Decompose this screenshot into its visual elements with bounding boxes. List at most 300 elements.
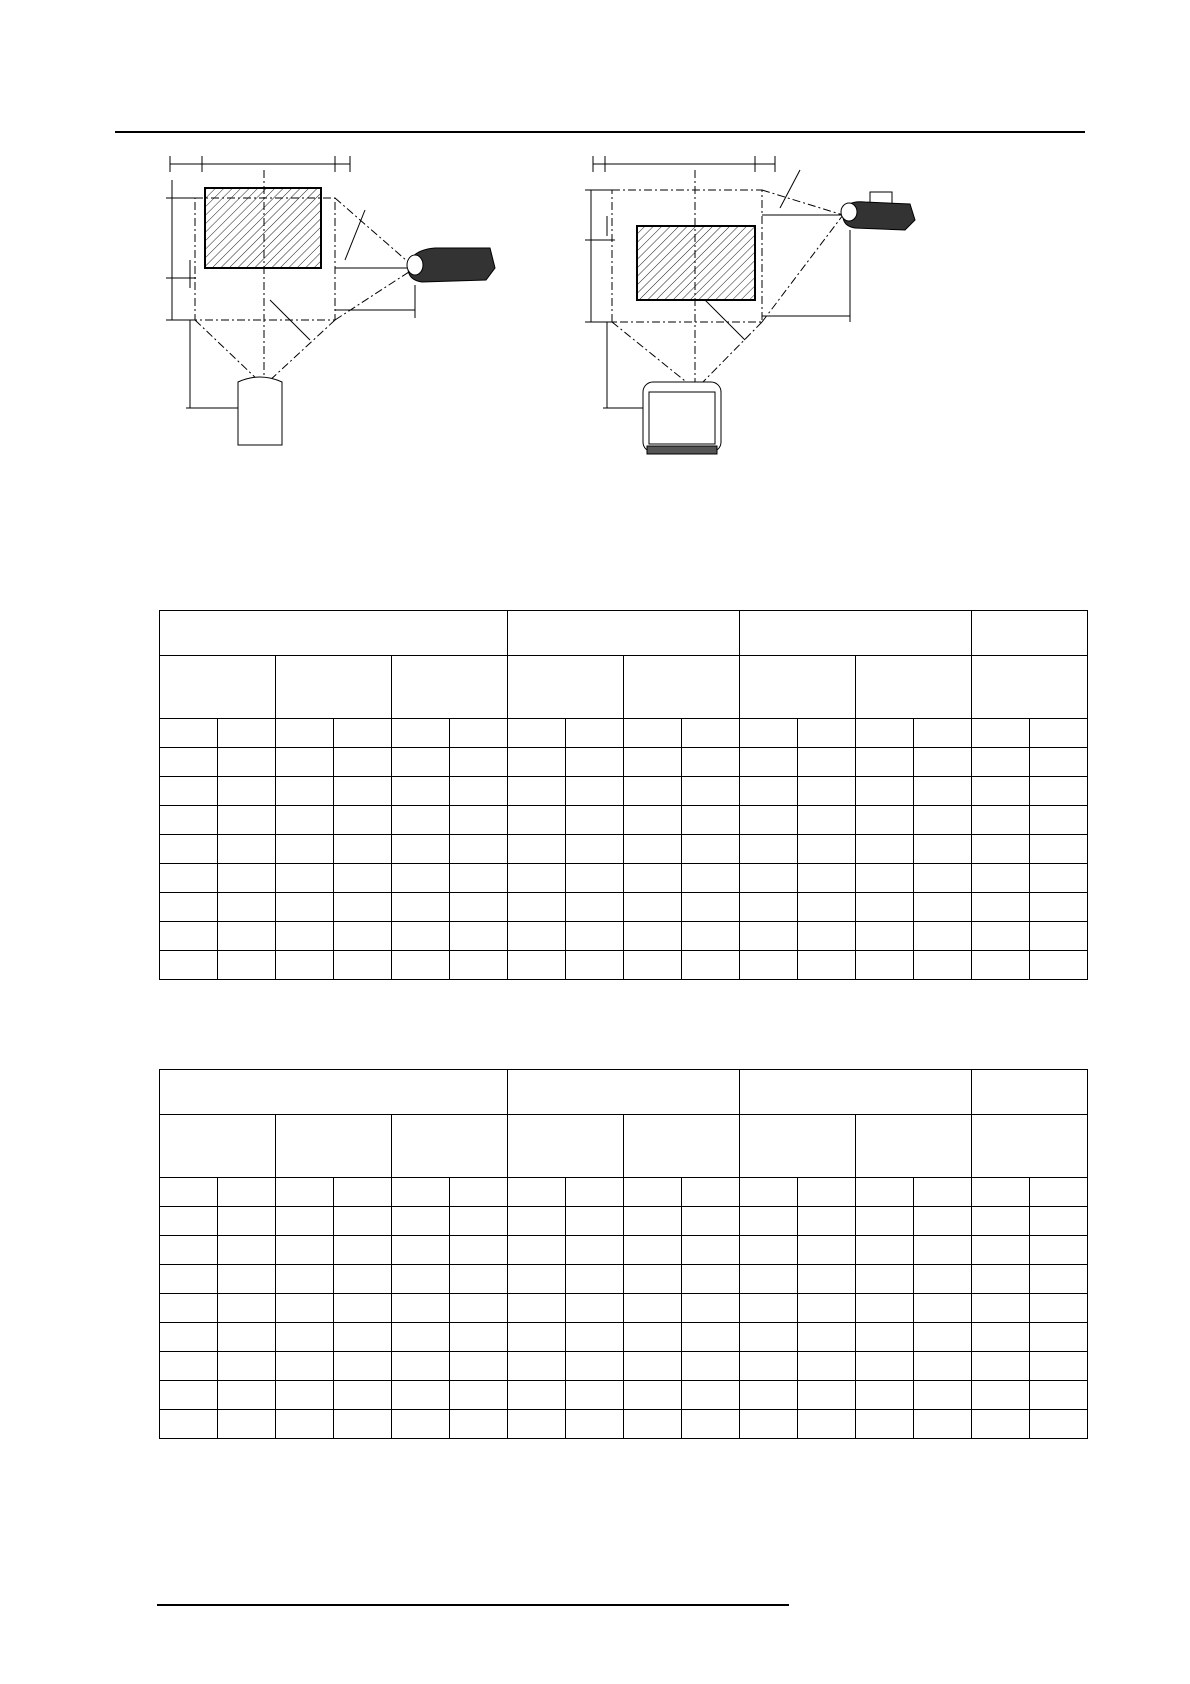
table-cell bbox=[740, 864, 798, 893]
table-cell bbox=[334, 835, 392, 864]
table-cell bbox=[798, 951, 856, 980]
table-cell bbox=[798, 835, 856, 864]
table-cell bbox=[566, 1294, 624, 1323]
table-row bbox=[160, 1410, 1088, 1439]
table-cell bbox=[276, 1410, 334, 1439]
table-cell bbox=[334, 1207, 392, 1236]
table-2-group-header-row bbox=[160, 1070, 1088, 1115]
table-cell bbox=[450, 1352, 508, 1381]
table-row bbox=[160, 1207, 1088, 1236]
table-cell bbox=[276, 1352, 334, 1381]
table-cell bbox=[160, 1410, 218, 1439]
table-cell bbox=[682, 1381, 740, 1410]
table-cell bbox=[508, 777, 566, 806]
table-cell bbox=[1030, 806, 1088, 835]
table-row bbox=[160, 1178, 1088, 1207]
table-cell bbox=[450, 951, 508, 980]
table-cell bbox=[160, 748, 218, 777]
table-cell bbox=[450, 1410, 508, 1439]
table-cell bbox=[392, 1323, 450, 1352]
table-cell bbox=[392, 719, 450, 748]
table-cell bbox=[624, 1294, 682, 1323]
table-cell bbox=[682, 777, 740, 806]
table-1-group-header-row bbox=[160, 611, 1088, 656]
table-cell bbox=[566, 1178, 624, 1207]
table-2-group-header bbox=[972, 1070, 1088, 1115]
table-cell bbox=[798, 806, 856, 835]
table-cell bbox=[160, 951, 218, 980]
table-2-sub-header bbox=[392, 1115, 508, 1178]
table-cell bbox=[218, 1410, 276, 1439]
table-cell bbox=[624, 1381, 682, 1410]
table-cell bbox=[160, 1294, 218, 1323]
table-cell bbox=[856, 777, 914, 806]
table-1-group-header bbox=[160, 611, 508, 656]
table-2-sub-header bbox=[276, 1115, 392, 1178]
table-cell bbox=[276, 748, 334, 777]
table-cell bbox=[856, 893, 914, 922]
projector-on-table-diagram bbox=[160, 150, 540, 490]
table-cell bbox=[972, 951, 1030, 980]
table-cell bbox=[682, 1294, 740, 1323]
table-cell bbox=[508, 835, 566, 864]
table-cell bbox=[450, 1265, 508, 1294]
table-row bbox=[160, 748, 1088, 777]
table-cell bbox=[856, 1410, 914, 1439]
table-cell bbox=[914, 922, 972, 951]
table-cell bbox=[160, 1352, 218, 1381]
table-cell bbox=[624, 719, 682, 748]
table-cell bbox=[566, 835, 624, 864]
table-cell bbox=[856, 1178, 914, 1207]
table-cell bbox=[160, 864, 218, 893]
table-cell bbox=[798, 1178, 856, 1207]
table-row bbox=[160, 777, 1088, 806]
table-cell bbox=[566, 951, 624, 980]
table-cell bbox=[798, 748, 856, 777]
table-1-sub-header bbox=[740, 656, 856, 719]
table-cell bbox=[450, 1178, 508, 1207]
table-cell bbox=[1030, 1410, 1088, 1439]
table-cell bbox=[1030, 748, 1088, 777]
table-cell bbox=[740, 748, 798, 777]
table-cell bbox=[276, 1236, 334, 1265]
table-cell bbox=[972, 1352, 1030, 1381]
table-1-sub-header bbox=[624, 656, 740, 719]
table-cell bbox=[740, 1410, 798, 1439]
table-cell bbox=[1030, 1178, 1088, 1207]
table-cell bbox=[914, 1381, 972, 1410]
table-cell bbox=[276, 922, 334, 951]
table-cell bbox=[682, 922, 740, 951]
table-cell bbox=[334, 1352, 392, 1381]
table-cell bbox=[972, 1265, 1030, 1294]
table-cell bbox=[334, 1410, 392, 1439]
table-cell bbox=[798, 1352, 856, 1381]
table-1-sub-header bbox=[160, 656, 276, 719]
table-cell bbox=[624, 1323, 682, 1352]
table-cell bbox=[276, 864, 334, 893]
table-cell bbox=[1030, 1323, 1088, 1352]
table-cell bbox=[624, 806, 682, 835]
table-cell bbox=[914, 893, 972, 922]
table-cell bbox=[798, 1381, 856, 1410]
table-cell bbox=[856, 835, 914, 864]
table-cell bbox=[682, 1207, 740, 1236]
table-cell bbox=[682, 1410, 740, 1439]
table-cell bbox=[682, 1323, 740, 1352]
table-cell bbox=[508, 1323, 566, 1352]
table-cell bbox=[334, 864, 392, 893]
table-cell bbox=[392, 777, 450, 806]
table-cell bbox=[508, 893, 566, 922]
table-2 bbox=[159, 1069, 1088, 1439]
table-1-sub-header bbox=[276, 656, 392, 719]
table-cell bbox=[798, 719, 856, 748]
table-cell bbox=[450, 748, 508, 777]
table-cell bbox=[682, 1265, 740, 1294]
table-cell bbox=[334, 893, 392, 922]
table-cell bbox=[624, 1410, 682, 1439]
table-1-sub-header bbox=[972, 656, 1088, 719]
table-cell bbox=[392, 1207, 450, 1236]
table-cell bbox=[682, 748, 740, 777]
table-cell bbox=[392, 835, 450, 864]
table-2-group-header bbox=[160, 1070, 508, 1115]
table-cell bbox=[856, 1294, 914, 1323]
table-cell bbox=[740, 1178, 798, 1207]
table-cell bbox=[218, 1294, 276, 1323]
table-cell bbox=[682, 1236, 740, 1265]
table-cell bbox=[334, 1294, 392, 1323]
table-cell bbox=[334, 951, 392, 980]
table-cell bbox=[972, 1178, 1030, 1207]
table-cell bbox=[566, 777, 624, 806]
table-2-group-header bbox=[740, 1070, 972, 1115]
table-cell bbox=[392, 1236, 450, 1265]
table-cell bbox=[740, 777, 798, 806]
table-cell bbox=[392, 893, 450, 922]
table-cell bbox=[392, 951, 450, 980]
table-cell bbox=[276, 1294, 334, 1323]
table-row bbox=[160, 719, 1088, 748]
table-cell bbox=[914, 1323, 972, 1352]
table-1-sub-header bbox=[392, 656, 508, 719]
table-cell bbox=[566, 748, 624, 777]
table-cell bbox=[392, 1381, 450, 1410]
table-cell bbox=[508, 951, 566, 980]
table-cell bbox=[218, 1323, 276, 1352]
table-cell bbox=[972, 922, 1030, 951]
table-cell bbox=[972, 719, 1030, 748]
table-cell bbox=[972, 893, 1030, 922]
table-cell bbox=[566, 1410, 624, 1439]
table-cell bbox=[1030, 1381, 1088, 1410]
table-cell bbox=[334, 1265, 392, 1294]
table-cell bbox=[914, 777, 972, 806]
table-cell bbox=[566, 893, 624, 922]
table-cell bbox=[972, 1294, 1030, 1323]
table-cell bbox=[798, 864, 856, 893]
table-row bbox=[160, 922, 1088, 951]
table-cell bbox=[624, 777, 682, 806]
table-cell bbox=[798, 1323, 856, 1352]
table-1-group-header bbox=[508, 611, 740, 656]
table-cell bbox=[1030, 922, 1088, 951]
table-cell bbox=[450, 864, 508, 893]
table-cell bbox=[218, 1236, 276, 1265]
footer-rule bbox=[157, 1604, 789, 1606]
table-cell bbox=[914, 951, 972, 980]
table-cell bbox=[508, 1381, 566, 1410]
table-cell bbox=[856, 1207, 914, 1236]
table-cell bbox=[856, 951, 914, 980]
table-1-sub-header-row bbox=[160, 656, 1088, 719]
table-cell bbox=[276, 951, 334, 980]
table-cell bbox=[972, 1207, 1030, 1236]
table-cell bbox=[566, 719, 624, 748]
table-cell bbox=[392, 922, 450, 951]
table-cell bbox=[218, 719, 276, 748]
table-cell bbox=[218, 893, 276, 922]
table-cell bbox=[740, 951, 798, 980]
table-cell bbox=[218, 864, 276, 893]
table-cell bbox=[566, 1352, 624, 1381]
table-2-sub-header bbox=[160, 1115, 276, 1178]
table-cell bbox=[1030, 951, 1088, 980]
table-row bbox=[160, 1352, 1088, 1381]
table-cell bbox=[508, 719, 566, 748]
table-cell bbox=[856, 1352, 914, 1381]
table-cell bbox=[450, 777, 508, 806]
table-cell bbox=[682, 893, 740, 922]
table-cell bbox=[508, 748, 566, 777]
table-cell bbox=[218, 835, 276, 864]
table-cell bbox=[624, 748, 682, 777]
table-1-sub-header bbox=[856, 656, 972, 719]
table-cell bbox=[740, 719, 798, 748]
table-row bbox=[160, 1381, 1088, 1410]
table-cell bbox=[972, 748, 1030, 777]
table-cell bbox=[508, 1236, 566, 1265]
table-row bbox=[160, 951, 1088, 980]
table-2-sub-header bbox=[740, 1115, 856, 1178]
table-cell bbox=[160, 1178, 218, 1207]
table-cell bbox=[566, 1265, 624, 1294]
table-cell bbox=[914, 835, 972, 864]
table-cell bbox=[334, 806, 392, 835]
table-cell bbox=[682, 806, 740, 835]
table-cell bbox=[276, 1265, 334, 1294]
table-cell bbox=[392, 864, 450, 893]
table-cell bbox=[1030, 1207, 1088, 1236]
table-cell bbox=[972, 806, 1030, 835]
table-cell bbox=[160, 1265, 218, 1294]
table-cell bbox=[914, 1236, 972, 1265]
table-cell bbox=[508, 1207, 566, 1236]
table-cell bbox=[740, 1207, 798, 1236]
table-cell bbox=[1030, 719, 1088, 748]
table-cell bbox=[508, 1410, 566, 1439]
table-cell bbox=[856, 922, 914, 951]
table-cell bbox=[392, 806, 450, 835]
table-cell bbox=[566, 1323, 624, 1352]
table-cell bbox=[798, 1236, 856, 1265]
table-cell bbox=[972, 864, 1030, 893]
table-2-group-header bbox=[508, 1070, 740, 1115]
table-cell bbox=[160, 835, 218, 864]
table-cell bbox=[276, 1323, 334, 1352]
table-cell bbox=[218, 777, 276, 806]
table-cell bbox=[450, 806, 508, 835]
table-cell bbox=[218, 1265, 276, 1294]
table-cell bbox=[856, 806, 914, 835]
table-1-sub-header bbox=[508, 656, 624, 719]
table-cell bbox=[508, 864, 566, 893]
table-cell bbox=[450, 835, 508, 864]
table-cell bbox=[856, 864, 914, 893]
table-cell bbox=[740, 1381, 798, 1410]
table-cell bbox=[334, 1323, 392, 1352]
table-cell bbox=[740, 1294, 798, 1323]
table-cell bbox=[566, 806, 624, 835]
table-row bbox=[160, 1265, 1088, 1294]
table-cell bbox=[160, 719, 218, 748]
table-cell bbox=[914, 1178, 972, 1207]
table-cell bbox=[218, 1381, 276, 1410]
table-cell bbox=[972, 1323, 1030, 1352]
table-cell bbox=[624, 893, 682, 922]
table-cell bbox=[160, 1323, 218, 1352]
table-cell bbox=[566, 1381, 624, 1410]
table-cell bbox=[914, 1352, 972, 1381]
table-cell bbox=[392, 748, 450, 777]
table-cell bbox=[334, 748, 392, 777]
table-row bbox=[160, 864, 1088, 893]
table-cell bbox=[160, 893, 218, 922]
table-cell bbox=[334, 777, 392, 806]
table-cell bbox=[334, 1381, 392, 1410]
table-cell bbox=[450, 1294, 508, 1323]
table-cell bbox=[1030, 864, 1088, 893]
table-cell bbox=[682, 1352, 740, 1381]
table-row bbox=[160, 806, 1088, 835]
table-row bbox=[160, 893, 1088, 922]
table-cell bbox=[1030, 1294, 1088, 1323]
table-cell bbox=[392, 1265, 450, 1294]
table-cell bbox=[914, 1265, 972, 1294]
table-cell bbox=[624, 1178, 682, 1207]
table-cell bbox=[682, 1178, 740, 1207]
table-cell bbox=[798, 1294, 856, 1323]
table-cell bbox=[508, 1178, 566, 1207]
table-cell bbox=[972, 1410, 1030, 1439]
table-1-group-header bbox=[740, 611, 972, 656]
table-cell bbox=[740, 922, 798, 951]
table-cell bbox=[740, 1265, 798, 1294]
table-cell bbox=[914, 1207, 972, 1236]
table-cell bbox=[566, 864, 624, 893]
table-cell bbox=[856, 1265, 914, 1294]
table-cell bbox=[276, 719, 334, 748]
table-cell bbox=[392, 1410, 450, 1439]
table-cell bbox=[508, 922, 566, 951]
table-cell bbox=[798, 1265, 856, 1294]
table-cell bbox=[218, 922, 276, 951]
table-cell bbox=[1030, 893, 1088, 922]
table-cell bbox=[508, 806, 566, 835]
table-cell bbox=[450, 893, 508, 922]
table-cell bbox=[218, 1352, 276, 1381]
table-cell bbox=[334, 1236, 392, 1265]
table-cell bbox=[856, 1236, 914, 1265]
table-cell bbox=[914, 864, 972, 893]
table-2-sub-header bbox=[972, 1115, 1088, 1178]
table-cell bbox=[218, 748, 276, 777]
table-cell bbox=[624, 835, 682, 864]
table-cell bbox=[566, 1236, 624, 1265]
table-cell bbox=[1030, 777, 1088, 806]
table-cell bbox=[392, 1352, 450, 1381]
table-cell bbox=[508, 1265, 566, 1294]
table-row bbox=[160, 835, 1088, 864]
table-cell bbox=[160, 1236, 218, 1265]
table-2-sub-header bbox=[508, 1115, 624, 1178]
table-cell bbox=[914, 719, 972, 748]
table-1-body bbox=[160, 719, 1088, 980]
table-cell bbox=[798, 1410, 856, 1439]
table-cell bbox=[740, 1352, 798, 1381]
table-cell bbox=[334, 1178, 392, 1207]
table-cell bbox=[276, 1207, 334, 1236]
table-cell bbox=[276, 835, 334, 864]
table-cell bbox=[218, 806, 276, 835]
table-cell bbox=[798, 777, 856, 806]
table-cell bbox=[740, 1236, 798, 1265]
table-cell bbox=[508, 1352, 566, 1381]
table-cell bbox=[160, 922, 218, 951]
table-1 bbox=[159, 610, 1088, 980]
table-cell bbox=[624, 1352, 682, 1381]
table-cell bbox=[682, 951, 740, 980]
table-cell bbox=[972, 835, 1030, 864]
table-cell bbox=[218, 951, 276, 980]
table-cell bbox=[682, 864, 740, 893]
table-cell bbox=[160, 1207, 218, 1236]
table-cell bbox=[566, 1207, 624, 1236]
table-cell bbox=[392, 1178, 450, 1207]
table-cell bbox=[450, 719, 508, 748]
table-cell bbox=[218, 1207, 276, 1236]
table-cell bbox=[450, 1207, 508, 1236]
table-cell bbox=[334, 922, 392, 951]
table-cell bbox=[450, 1381, 508, 1410]
table-cell bbox=[682, 835, 740, 864]
table-cell bbox=[856, 1323, 914, 1352]
table-cell bbox=[856, 719, 914, 748]
table-2-body bbox=[160, 1178, 1088, 1439]
table-cell bbox=[1030, 1236, 1088, 1265]
table-cell bbox=[856, 748, 914, 777]
table-cell bbox=[624, 922, 682, 951]
table-cell bbox=[682, 719, 740, 748]
table-2-sub-header bbox=[624, 1115, 740, 1178]
table-cell bbox=[624, 1265, 682, 1294]
table-row bbox=[160, 1236, 1088, 1265]
table-cell bbox=[914, 748, 972, 777]
table-cell bbox=[914, 806, 972, 835]
table-cell bbox=[392, 1294, 450, 1323]
